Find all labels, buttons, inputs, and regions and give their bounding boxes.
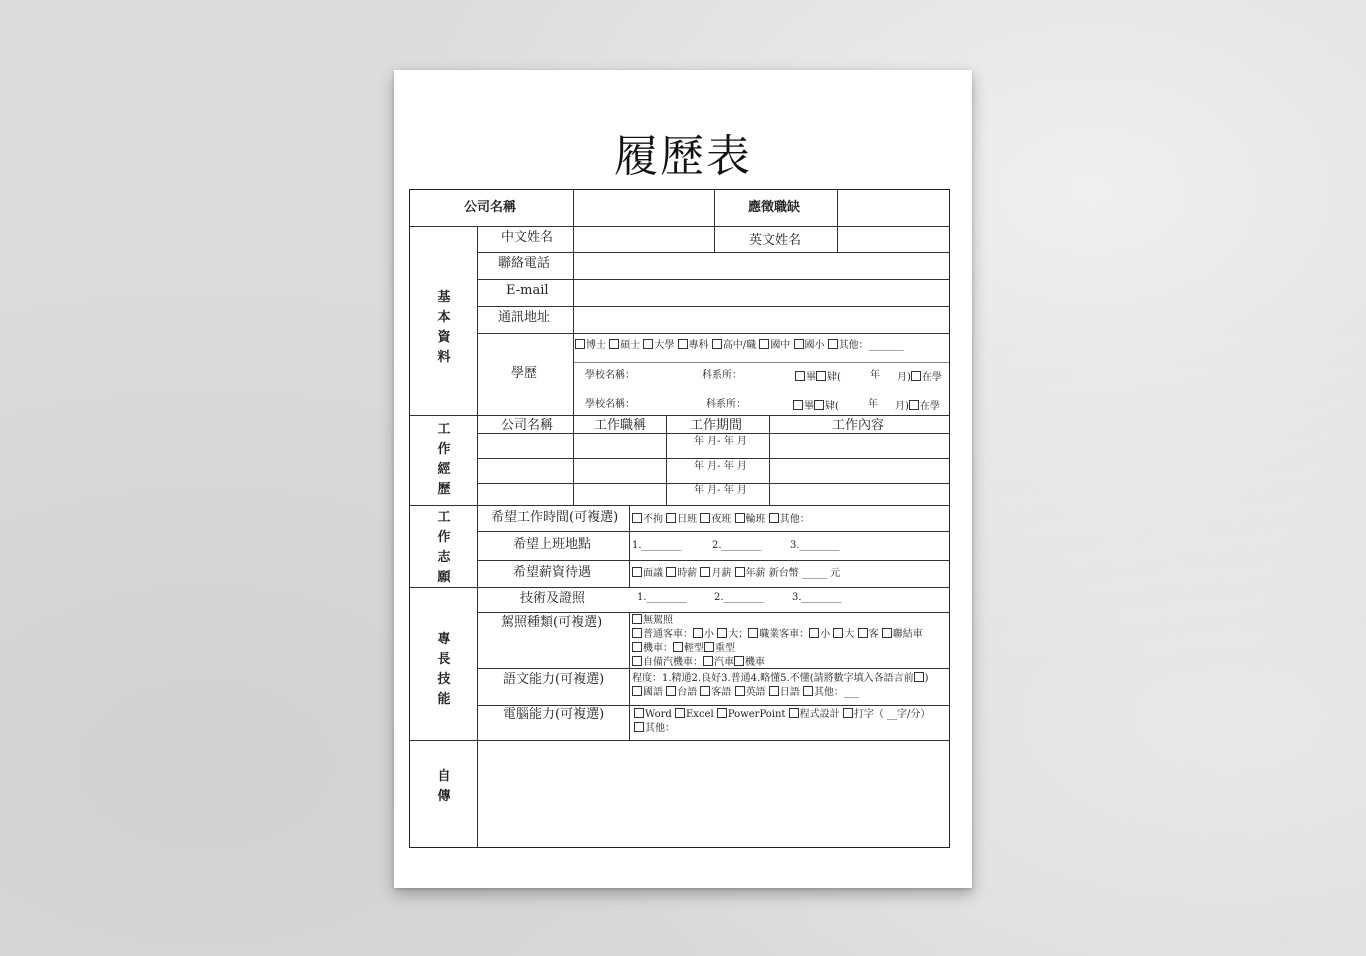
checkbox[interactable] (632, 614, 642, 624)
checkbox[interactable] (795, 371, 805, 381)
phone-label: 聯絡電話 (498, 256, 551, 271)
language-options: 程度：1.精通2.良好3.普通4.略懂5.不懂(請將數字填入各語言前 ) 國語 台語 客語 英語 日語 其他：___ (632, 673, 929, 698)
department-label: 科系所： (702, 370, 742, 381)
checkbox[interactable] (693, 628, 703, 638)
checkbox[interactable] (643, 339, 653, 349)
work-company-header: 公司名稱 (501, 418, 554, 433)
checkbox[interactable] (700, 686, 710, 696)
checkbox[interactable] (882, 628, 892, 638)
checkbox[interactable] (833, 628, 843, 638)
section-work-experience: 工 作 經 歷 (437, 422, 451, 497)
checkbox[interactable] (858, 628, 868, 638)
checkbox[interactable] (911, 371, 921, 381)
checkbox[interactable] (675, 708, 685, 718)
chinese-name-label: 中文姓名 (501, 230, 554, 245)
company-name-label: 公司名稱 (464, 200, 517, 215)
school-name-label: 學校名稱： (585, 370, 635, 381)
checkbox[interactable] (632, 567, 642, 577)
work-time-options: 不拘 日班 夜班 輪班 其他： (632, 513, 810, 525)
work-period-header: 工作期間 (690, 418, 743, 433)
checkbox[interactable] (700, 513, 710, 523)
row-divider (410, 505, 949, 506)
salary-label: 希望薪資待遇 (513, 565, 592, 580)
checkbox[interactable] (634, 722, 644, 732)
checkbox[interactable] (666, 513, 676, 523)
graduation-status: 畢 肄( (795, 371, 841, 383)
checkbox[interactable] (789, 708, 799, 718)
license-label: 駕照種類(可複選) (501, 615, 603, 630)
checkbox[interactable] (609, 339, 619, 349)
checkbox[interactable] (814, 400, 824, 410)
checkbox[interactable] (632, 656, 642, 666)
checkbox[interactable] (914, 672, 924, 682)
checkbox[interactable] (803, 686, 813, 696)
work-content-header: 工作內容 (832, 418, 885, 433)
checkbox[interactable] (793, 400, 803, 410)
checkbox[interactable] (809, 628, 819, 638)
department-label: 科系所： (706, 399, 746, 410)
position-label: 應徵職缺 (748, 200, 801, 215)
checkbox[interactable] (717, 708, 727, 718)
checkbox[interactable] (735, 567, 745, 577)
checkbox[interactable] (735, 513, 745, 523)
checkbox[interactable] (734, 656, 744, 666)
checkbox[interactable] (632, 686, 642, 696)
page-title: 履歷表 (614, 131, 752, 182)
checkbox[interactable] (700, 567, 710, 577)
license-options: 無駕照 普通客車： 小 大； 職業客車： 小 大 客 聯結車 機車： 輕型 重型 自備汽機車： 汽車 機車 (632, 614, 923, 670)
checkbox[interactable] (843, 708, 853, 718)
email-label: E-mail (506, 283, 549, 298)
checkbox[interactable] (666, 686, 676, 696)
graduation-status: 畢 肄( (793, 400, 839, 412)
work-title-header: 工作職稱 (594, 418, 647, 433)
education-options: 博士 碩士 大學 專科 高中/職 國中 國小 其他：_______ (575, 339, 904, 351)
resume-form: 公司名稱 應徵職缺 基 本 資 料 中文姓名 英文姓名 聯絡電話 E-mail 通訊地址 學歷 博士 碩士 大學 專科 高中/職 國中 國小 其他：_______ 學校名稱： 科系所： 畢 肄( 年 月) 在學 學校名稱： 科系所： 畢 肄( 年 月) 在學 工 作 經 歷 公司名稱 工作職稱 工作期間 工作內容 年 月- 年 月 年 月- 年 月 年 月- 年 月 工 作 志 願 希望工作時間(可複選) 不拘 日班 夜班 輪班 其他： 希望上班地點 1.________ 2.________ 3.________ 希望薪資待遇 面議 時薪 月薪 年薪 新台幣 _____ 元 專 長 技 能 技術及證照 1.________ 2.________ 3.________ 駕照種類(可複選) 無駕照 普通客車： 小 大； 職業客車： 小 大 客 聯結車 機車： 輕型 重型 自備汽機車： 汽車 機車 語文能力(可複選) 程度：1.精通2.良好3.普通4.略懂5.不懂(請將數字填入各語言前 ) 國語 台語 客語 英語 日語 其他：___ 電腦能力(可複選) Word Excel PowerPoint 程式設計 打字（ __字/分） 其他： 自 傳 (409, 189, 950, 848)
checkbox[interactable] (759, 339, 769, 349)
salary-options: 面議 時薪 月薪 年薪 新台幣 _____ 元 (632, 567, 840, 579)
checkbox[interactable] (828, 339, 838, 349)
computer-skill-options: Word Excel PowerPoint 程式設計 打字（ __字/分） 其他： (634, 708, 930, 736)
language-label: 語文能力(可複選) (503, 672, 605, 687)
checkbox[interactable] (634, 708, 644, 718)
checkbox[interactable] (794, 339, 804, 349)
checkbox[interactable] (632, 628, 642, 638)
checkbox[interactable] (769, 686, 779, 696)
address-label: 通訊地址 (498, 310, 551, 325)
checkbox[interactable] (769, 513, 779, 523)
section-skills: 專 長 技 能 (437, 632, 451, 707)
row-divider (410, 740, 949, 741)
section-autobiography: 自 傳 (437, 769, 451, 804)
work-time-label: 希望工作時間(可複選) (491, 510, 619, 525)
checkbox[interactable] (632, 513, 642, 523)
section-basic-info: 基 本 資 料 (437, 290, 451, 365)
checkbox[interactable] (678, 339, 688, 349)
computer-skills-label: 電腦能力(可複選) (503, 707, 605, 722)
work-location-label: 希望上班地點 (513, 537, 592, 552)
checkbox[interactable] (735, 686, 745, 696)
section-column-divider (477, 226, 478, 847)
checkbox[interactable] (816, 371, 826, 381)
work-period-cell: 年 月- 年 月 (694, 461, 747, 472)
checkbox[interactable] (748, 628, 758, 638)
checkbox[interactable] (703, 656, 713, 666)
certification-label: 技術及證照 (520, 591, 586, 606)
checkbox[interactable] (712, 339, 722, 349)
education-label: 學歷 (511, 366, 538, 381)
school-name-label: 學校名稱： (585, 399, 635, 410)
row-divider (410, 415, 949, 416)
checkbox[interactable] (666, 567, 676, 577)
row-divider (410, 587, 949, 588)
checkbox[interactable] (673, 642, 683, 652)
checkbox[interactable] (632, 642, 642, 652)
checkbox[interactable] (717, 628, 727, 638)
section-work-intent: 工 作 志 願 (437, 510, 451, 585)
checkbox[interactable] (909, 400, 919, 410)
checkbox[interactable] (704, 642, 714, 652)
english-name-label: 英文姓名 (749, 233, 802, 248)
row-divider (410, 226, 949, 227)
work-period-cell: 年 月- 年 月 (694, 485, 747, 496)
work-period-cell: 年 月- 年 月 (694, 436, 747, 447)
checkbox[interactable] (575, 339, 585, 349)
